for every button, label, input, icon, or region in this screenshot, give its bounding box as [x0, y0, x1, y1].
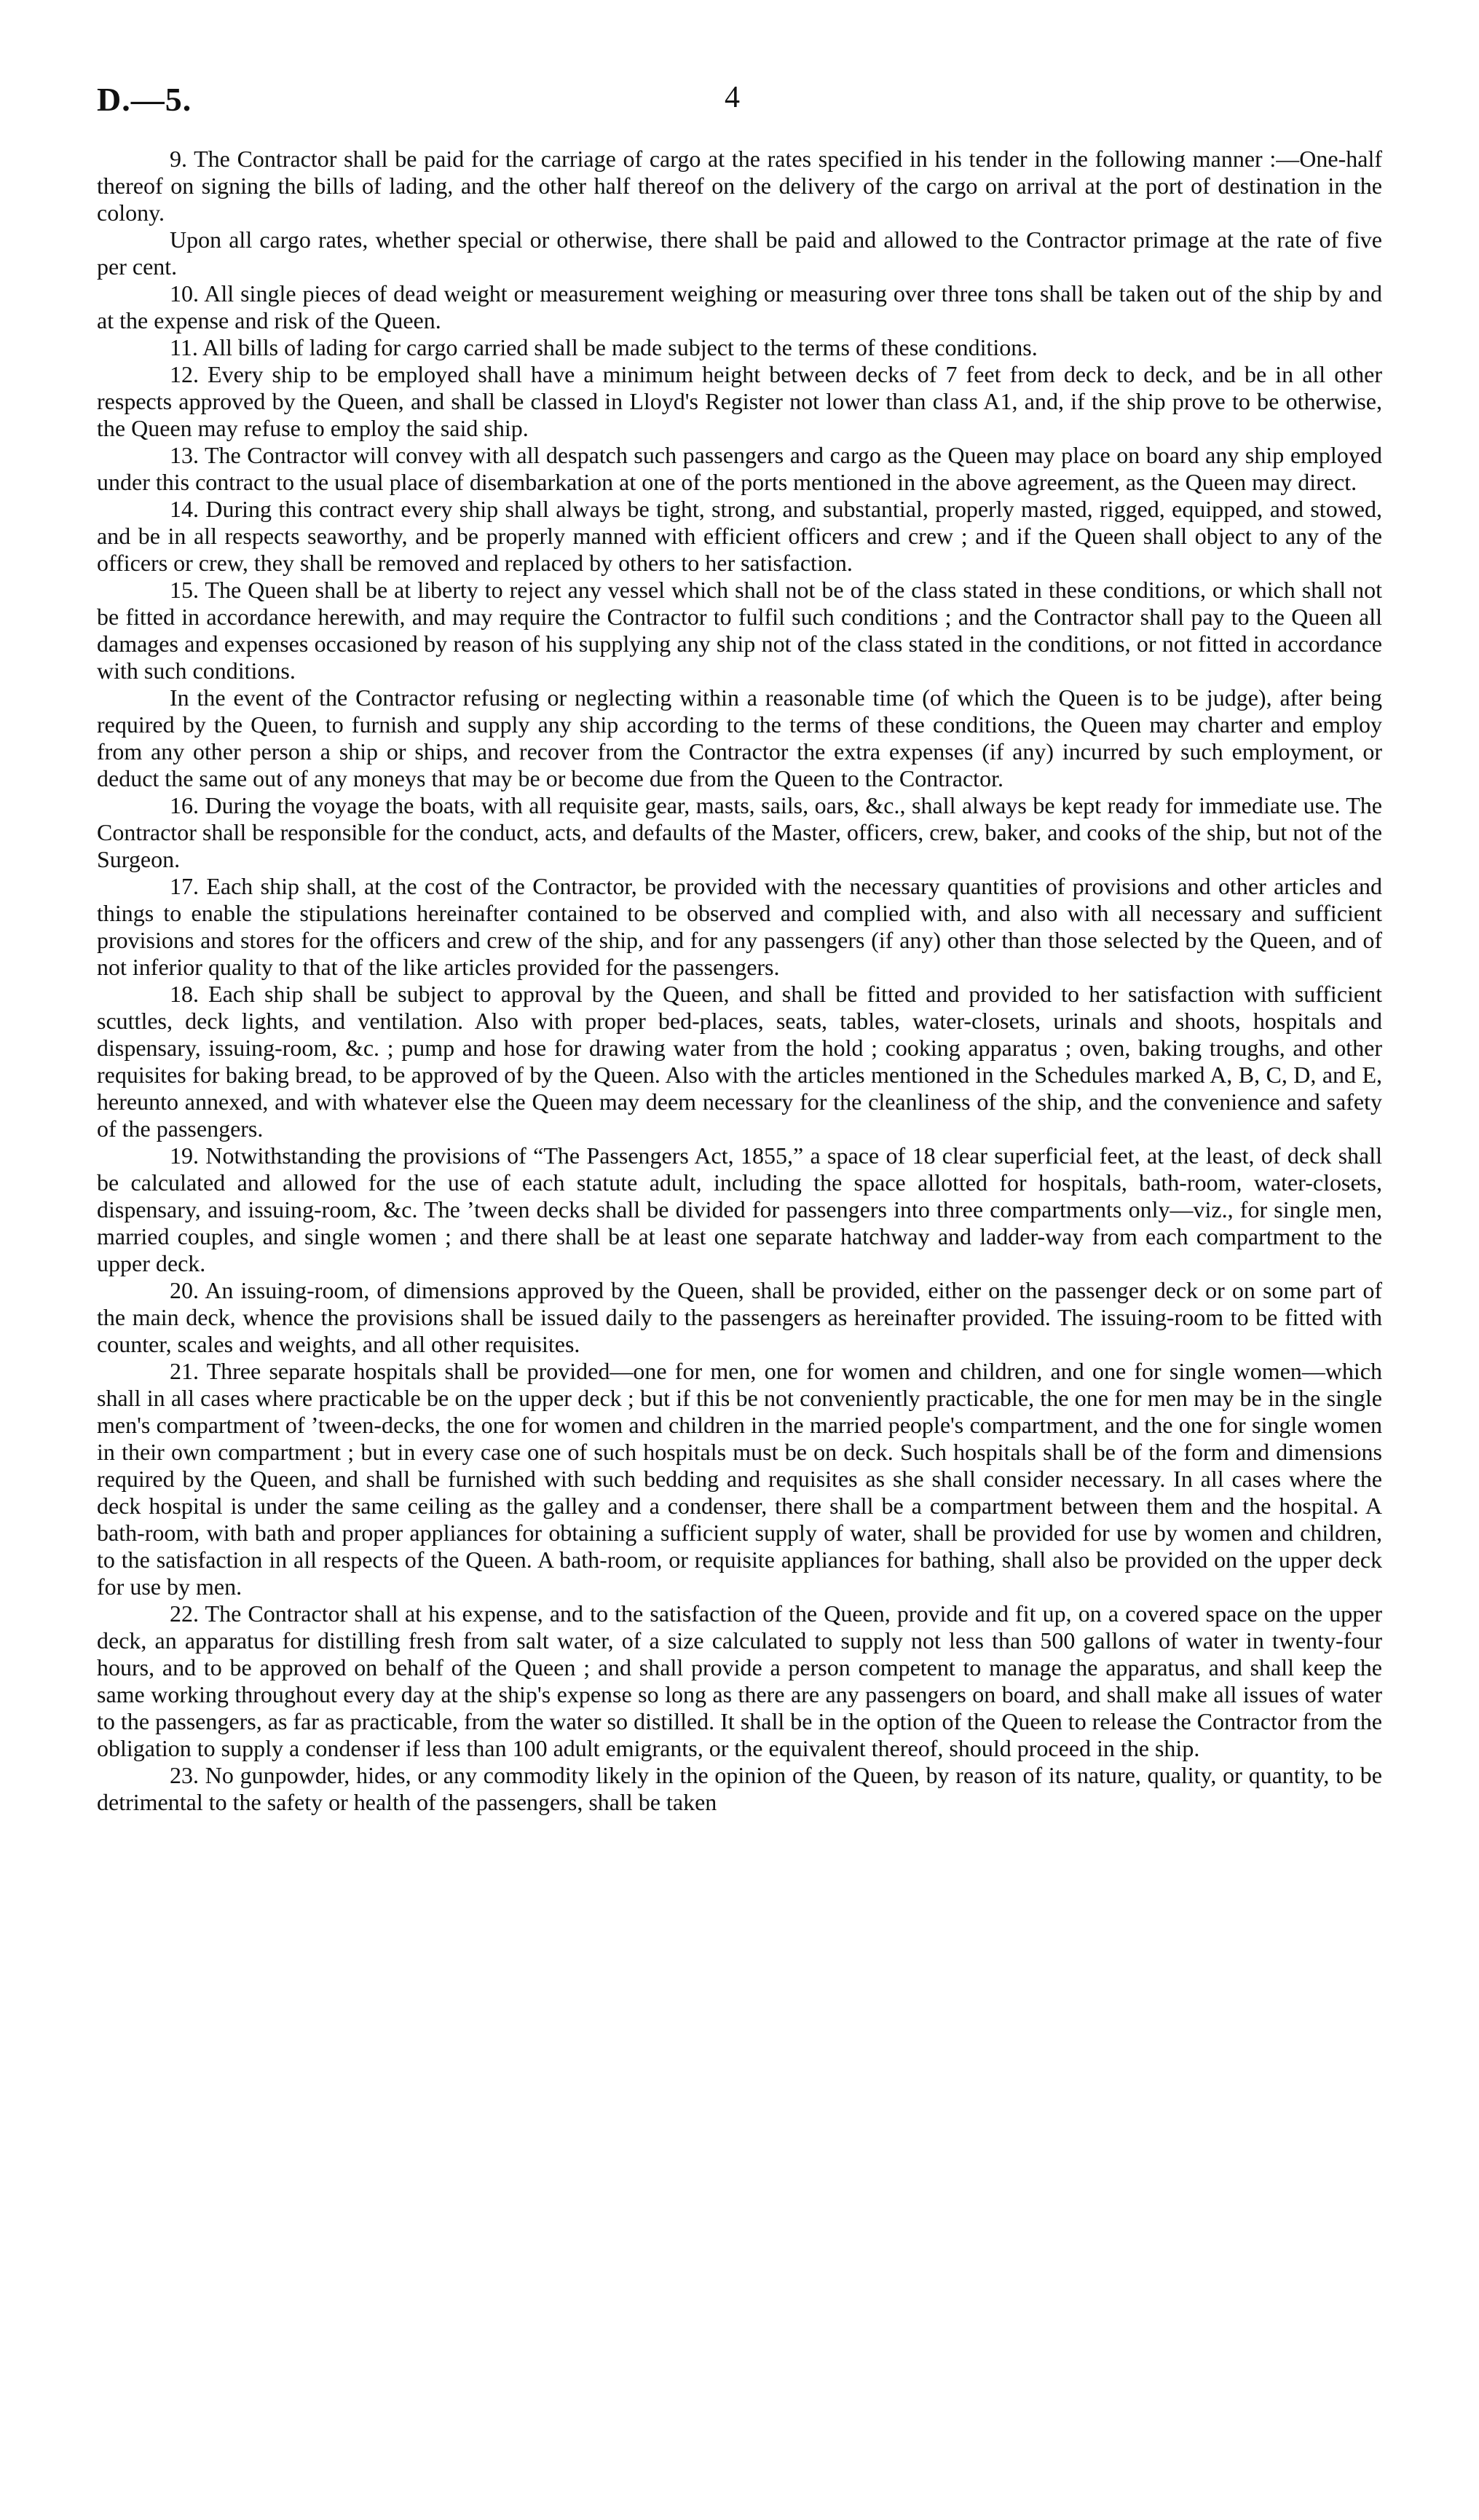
page-number: 4 [725, 81, 740, 114]
paragraph-refusal: In the event of the Contractor refusing or neglecting within a reasonable time (of which the Queen is to be judge), after being required by the Queen, to furnish and supply any ship according to the terms of these conditions, the Queen may charter and employ from any other person a ship or ships, and recover from the Contractor the extra expenses (if any) incurred by such employment, or deduct the same out of any moneys that may be or become due from the Queen to the Contractor. [97, 684, 1382, 791]
page-header [97, 80, 1382, 146]
paragraph-clause-10: 10. All single pieces of dead weight or measurement weighing or measuring over three tons shall be taken out of the ship by and at the expense and risk of the Queen. [97, 280, 1382, 333]
paragraph-clause-20: 20. An issuing-room, of dimensions approved by the Queen, shall be provided, either on the passenger deck or on some part of the main deck, whence the provisions shall be issued daily to the passengers as hereinafter provided. The issuing-room to be fitted with counter, scales and weights, and all other requisites. [97, 1277, 1382, 1357]
paragraph-clause-14: 14. During this contract every ship shall always be tight, strong, and substantial, properly masted, rigged, equipped, and stowed, and be in all respects seaworthy, and be properly manned with efficient officers and crew ; and if the Queen shall object to any of the officers or crew, they shall be removed and replaced by others to her satisfaction. [97, 496, 1382, 576]
body-text [97, 146, 1382, 1816]
paragraph-clause-15: 15. The Queen shall be at liberty to reject any vessel which shall not be of the class stated in these conditions, or which shall not be fitted in accordance herewith, and may require the Contractor to fulfil such conditions ; and the Contractor shall pay to the Queen all damages and expenses occasioned by reason of his supplying any ship not of the class stated in the conditions, or not fitted in accordance with such conditions. [97, 577, 1382, 684]
paragraph-clause-22: 22. The Contractor shall at his expense, and to the satisfaction of the Queen, provide and fit up, on a covered space on the upper deck, an apparatus for distilling fresh from salt water, of a size calculated to supply not less than 500 gallons of water in twenty-four hours, and to be approved on behalf of the Queen ; and shall provide a person competent to manage the apparatus, and shall keep the same working throughout every day at the ship's expense so long as there are any passengers on board, and shall make all issues of water to the passengers, as far as practicable, from the water so distilled. It shall be in the option of the Queen to release the Contractor from the obligation to supply a condenser if less than 100 adult emigrants, or the equivalent thereof, should proceed in the ship. [97, 1600, 1382, 1761]
paragraph-clause-12: 12. Every ship to be employed shall have a minimum height between decks of 7 feet from deck to deck, and be in all other respects approved by the Queen, and shall be classed in Lloyd's Register not lower than class A1, and, if the ship prove to be otherwise, the Queen may refuse to employ the said ship. [97, 361, 1382, 441]
paragraph-clause-11: 11. All bills of lading for cargo carried shall be made subject to the terms of these conditions. [170, 334, 1038, 360]
paragraph-primage: Upon all cargo rates, whether special or otherwise, there shall be paid and allowed to the Contractor primage at the rate of five per cent. [97, 226, 1382, 280]
document-reference: D.—5. [97, 81, 192, 118]
paragraph-clause-9: 9. The Contractor shall be paid for the carriage of cargo at the rates specified in his tender in the following manner :—One-half thereof on signing the bills of lading, and the other half thereof on the delivery of the cargo on arrival at the port of destination in the colony. [97, 146, 1382, 226]
paragraph-clause-17: 17. Each ship shall, at the cost of the Contractor, be provided with the necessary quantities of provisions and other articles and things to enable the stipulations hereinafter contained to be observed and complied with, and also with all necessary and sufficient provisions and stores for the officers and crew of the ship, and for any passengers (if any) other than those selected by the Queen, and of not inferior quality to that of the like articles provided for the passengers. [97, 873, 1382, 980]
paragraph-clause-21: 21. Three separate hospitals shall be provided—one for men, one for women and children, and one for single women—which shall in all cases where practicable be on the upper deck ; but if this be not conveniently practicable, the one for men may be in the single men's compartment of ’tween-decks, the one for women and children in the married people's compartment, and the one for single women in their own compartment ; but in every case one of such hospitals must be on deck. Such hospitals shall be of the form and dimensions required by the Queen, and shall be furnished with such bedding and requisites as she shall consider necessary. In all cases where the deck hospital is under the same ceiling as the galley and a condenser, there shall be a compartment between them and the hospital. A bath-room, with bath and proper appliances for obtaining a sufficient supply of water, shall be provided for use by women and children, to the satisfaction in all respects of the Queen. A bath-room, or requisite appliances for bathing, shall also be provided on the upper deck for use by men. [97, 1358, 1382, 1600]
paragraph-clause-18: 18. Each ship shall be subject to approval by the Queen, and shall be fitted and provided to her satisfaction with sufficient scuttles, deck lights, and ventilation. Also with proper bed-places, seats, tables, water-closets, urinals and shoots, hospitals and dispensary, issuing-room, &c. ; pump and hose for drawing water from the hold ; cooking apparatus ; oven, baking troughs, and other requisites for baking bread, to be approved of by the Queen. Also with the articles mentioned in the Schedules marked A, B, C, D, and E, hereunto annexed, and with whatever else the Queen may deem necessary for the cleanliness of the ship, and the convenience and safety of the passengers. [97, 981, 1382, 1142]
paragraph-clause-13: 13. The Contractor will convey with all despatch such passengers and cargo as the Queen may place on board any ship employed under this contract to the usual place of disembarkation at one of the ports mentioned in the above agreement, as the Queen may direct. [97, 442, 1382, 495]
paragraph-clause-23: 23. No gunpowder, hides, or any commodity likely in the opinion of the Queen, by reason of its nature, quality, or quantity, to be detrimental to the safety or health of the passengers, shall be taken [97, 1762, 1382, 1815]
paragraph-clause-19: 19. Notwithstanding the provisions of “The Passengers Act, 1855,” a space of 18 clear superficial feet, at the least, of deck shall be calculated and allowed for the use of each statute adult, including the space allotted for hospitals, bath-room, water-closets, dispensary, and issuing-room, &c. The ’tween decks shall be divided for passengers into three compartments only—viz., for single men, married couples, and single women ; and there shall be at least one separate hatchway and ladder-way from each compartment to the upper deck. [97, 1142, 1382, 1276]
paragraph-clause-16: 16. During the voyage the boats, with all requisite gear, masts, sails, oars, &c., shall always be kept ready for immediate use. The Contractor shall be responsible for the conduct, acts, and defaults of the Master, officers, crew, baker, and cooks of the ship, but not of the Surgeon. [97, 792, 1382, 872]
